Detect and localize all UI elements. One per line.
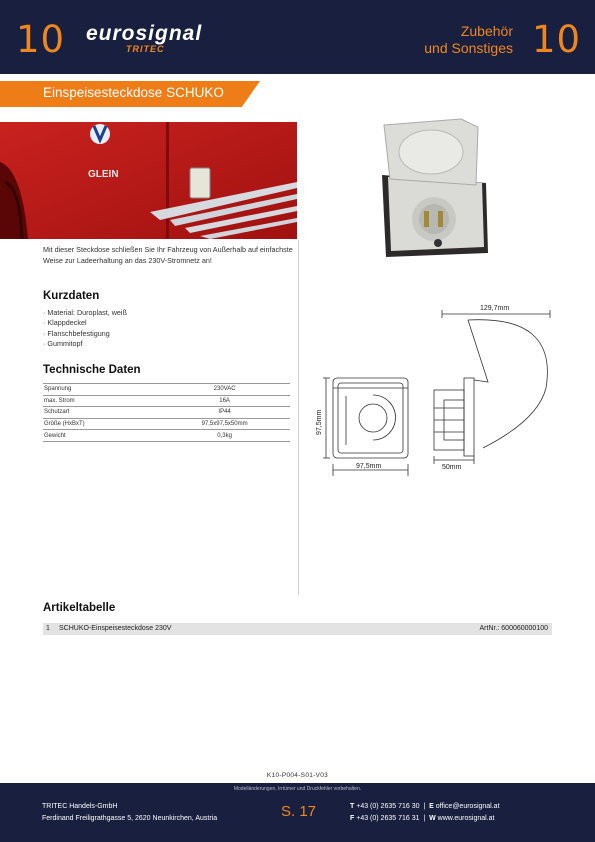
spec-label: Gewicht [43, 430, 159, 442]
technical-data-table [43, 383, 290, 442]
technical-drawing [318, 300, 558, 480]
product-description: Mit dieser Steckdose schließen Sie Ihr Fahrzeug von Außerhalb auf einfachste Weise zur Ladeerhaltung an das 230V-Stromnetz an! [43, 245, 293, 266]
spec-value: IP44 [159, 407, 290, 419]
email-label: E [429, 803, 434, 810]
table-row [43, 395, 290, 407]
technische-daten-heading: Technische Daten [43, 364, 141, 376]
table-row [43, 407, 290, 419]
category-line-2: und Sonstiges [424, 40, 513, 56]
phone-label: T [350, 803, 355, 810]
spec-value: 16A [159, 395, 290, 407]
truck-lettering: GLEIN [88, 169, 119, 180]
spec-label: max. Strom [43, 395, 159, 407]
fax-label: F [350, 815, 355, 822]
dimension-depth: 50mm [442, 464, 462, 471]
article-number: ArtNr.: 600060000100 [479, 625, 548, 632]
article-name: SCHUKO-Einspeisesteckdose 230V [59, 625, 172, 632]
page-title: Einspeisesteckdose SCHUKO [43, 85, 224, 100]
spec-label: Spannung [43, 384, 159, 396]
separator: | [423, 803, 426, 810]
email-link[interactable]: office@eurosignal.at [435, 803, 500, 810]
web-label: W [429, 815, 436, 822]
disclaimer: Modelländerungen, Irrtümer und Druckfehler vorbehalten. [233, 786, 362, 792]
chapter-number-right: 10 [532, 18, 582, 61]
page-number: S. 17 [281, 803, 317, 820]
spec-value: 230VAC [159, 384, 290, 396]
phone-number: +43 (0) 2635 716 30 [356, 803, 420, 810]
company-name: TRITEC Handels-GmbH [42, 803, 118, 810]
kurzdaten-list [43, 308, 127, 349]
list-item: · Klappdeckel [43, 318, 127, 328]
document-code: K10-P004-S01-V03 [266, 772, 329, 779]
company-address: Ferdinand Freiligrathgasse 5, 2620 Neunkirchen, Austria [42, 815, 218, 822]
list-item: · Material: Duroplast, weiß [43, 308, 127, 318]
table-row [43, 418, 290, 430]
category-title [424, 23, 513, 57]
table-row [43, 430, 290, 442]
contact-info [350, 801, 500, 825]
company-info [42, 801, 217, 825]
column-divider [298, 240, 299, 595]
article-position: 1 [46, 625, 50, 632]
separator: | [423, 815, 426, 822]
dimension-height: 97,5mm [316, 409, 323, 435]
table-row [43, 623, 552, 635]
website-link[interactable]: www.eurosignal.at [437, 815, 495, 822]
fax-number: +43 (0) 2635 716 31 [356, 815, 420, 822]
dimension-total-width: 129,7mm [480, 305, 510, 312]
list-item: · Gummitopf [43, 339, 127, 349]
dimension-width: 97,5mm [356, 463, 382, 470]
spec-value: 97,5x97,5x50mm [159, 418, 290, 430]
truck-photo [0, 122, 297, 239]
socket-photo [376, 115, 496, 260]
spec-value: 0,3kg [159, 430, 290, 442]
spec-label: Größe (HxBxT) [43, 418, 159, 430]
artikeltabelle-heading: Artikeltabelle [43, 602, 116, 614]
category-line-1: Zubehör [460, 23, 513, 39]
chapter-number-left: 10 [16, 18, 66, 61]
list-item: · Flanschbefestigung [43, 329, 127, 339]
brand-logo: eurosignal [86, 22, 203, 45]
table-row [43, 384, 290, 396]
brand-logo-sub: TRITEC [126, 44, 165, 54]
kurzdaten-heading: Kurzdaten [43, 290, 100, 302]
spec-label: Schutzart [43, 407, 159, 419]
